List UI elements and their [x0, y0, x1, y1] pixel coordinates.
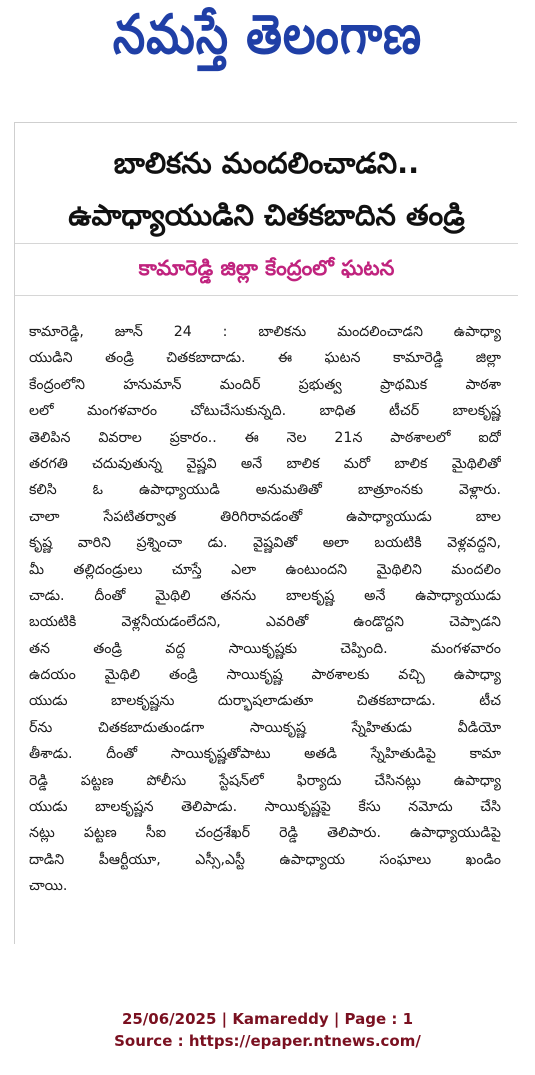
- body-line: లలో మంగళవారం చోటుచేసుకున్నది. బాధిత టీచర్ బాలకృష్ణ: [29, 403, 501, 420]
- body-line: తెలిపిన వివరాల ప్రకారం.. ఈ నెల 21న పాఠశాలలో ఐదో: [29, 429, 501, 446]
- headline: [15, 137, 518, 241]
- body-line: ఉదయం మైథిలి తండ్రి సాయికృష్ణ పాఠశాలకు వచ్చి ఉపాధ్యా: [29, 667, 501, 684]
- headline-line-1: బాలికను మందలించాడని..: [113, 146, 420, 180]
- body-line: ర్‌ను చితకబాదుతుండగా సాయికృష్ణ స్నేహితుడు వీడియో: [29, 719, 501, 736]
- body-line: కేంద్రంలోని హనుమాన్ మందిర్ ప్రభుత్వ ప్రాథమిక పాఠశా: [29, 376, 501, 393]
- body-line: చాడు. దీంతో మైథిలి తనను బాలకృష్ణ అనే ఉపాధ్యాయుడు: [29, 587, 501, 604]
- divider: [15, 295, 518, 296]
- body-line: చాయి.: [29, 878, 68, 895]
- subheadline: కామారెడ్డి జిల్లా కేంద్రంలో ఘటన: [138, 256, 395, 280]
- body-line: యుడు బాలకృష్ణను దుర్భాషలాడుతూ చితకబాదాడు. టీచ: [29, 693, 501, 710]
- source-link[interactable]: Source : https://epaper.ntnews.com/: [114, 1032, 421, 1050]
- body-line: కృష్ణ వారిని ప్రశ్నించా డు. వైష్ణవితో అలా బయటికి వెళ్లవద్దని,: [29, 535, 501, 552]
- body-line: యుడిని తండ్రి చితకబాదాడు. ఈ ఘటన కామారెడ్డి జిల్లా: [29, 350, 501, 367]
- body-line: రెడ్డి పట్టణ పోలీసు స్టేషన్‌లో ఫిర్యాదు చేసినట్లు ఉపాధ్యా: [29, 772, 501, 789]
- body-line: యుడు బాలకృష్ణన తెలిపాడు. సాయికృష్ణపై కేసు నమోదు చేసి: [29, 799, 501, 816]
- body-line: దాడిని పీఆర్టీయూ, ఎస్సీ,ఎస్టీ ఉపాధ్యాయ సంఘాలు ఖండిం: [29, 851, 501, 868]
- body-line: తన తండ్రి వద్ద సాయికృష్ణకు చెప్పింది. మంగళవారం: [29, 640, 501, 657]
- newspaper-logo: నమస్తే తెలంగాణ: [112, 2, 423, 66]
- body-line: కామారెడ్డి, జూన్ 24 : బాలికను మందలించాడని ఉపాధ్యా: [29, 324, 501, 340]
- body-line: నట్లు పట్టణ సీఐ చంద్రశేఖర్ రెడ్డి తెలిపారు. ఉపాధ్యాయుడిపై: [29, 825, 501, 842]
- edition-info: 25/06/2025 | Kamareddy | Page : 1: [121, 1010, 414, 1028]
- body-line: కలిసి ఓ ఉపాధ్యాయుడి అనుమతితో బాత్రూంనకు వెళ్లారు.: [29, 482, 501, 499]
- masthead: [0, 0, 535, 82]
- article-body: [29, 319, 501, 900]
- article-clipping: [14, 122, 517, 944]
- body-line: మీ తల్లిదండ్రులు చూస్తే ఎలా ఉంటుందని మైథిలిని మందలిం: [29, 561, 501, 578]
- headline-line-2: ఉపాధ్యాయుడిని చితకబాదిన తండ్రి: [68, 198, 465, 232]
- body-line: తీశాడు. దీంతో సాయికృష్ణతోపాటు అతడి స్నేహితుడిపై కామా: [29, 746, 501, 763]
- body-line: చాలా సేపటితర్వాత తిరిగిరావడంతో ఉపాధ్యాయుడు బాల: [29, 508, 501, 525]
- divider: [15, 243, 518, 244]
- body-line: బయటికి వెళ్లనీయడంలేదని, ఎవరితో ఉండొద్దని చెప్పాడని: [29, 614, 501, 631]
- page-footer: [0, 1008, 535, 1052]
- body-line: తరగతి చదువుతున్న వైష్ణవి అనే బాలిక మరో బాలిక మైథిలితో: [29, 455, 501, 472]
